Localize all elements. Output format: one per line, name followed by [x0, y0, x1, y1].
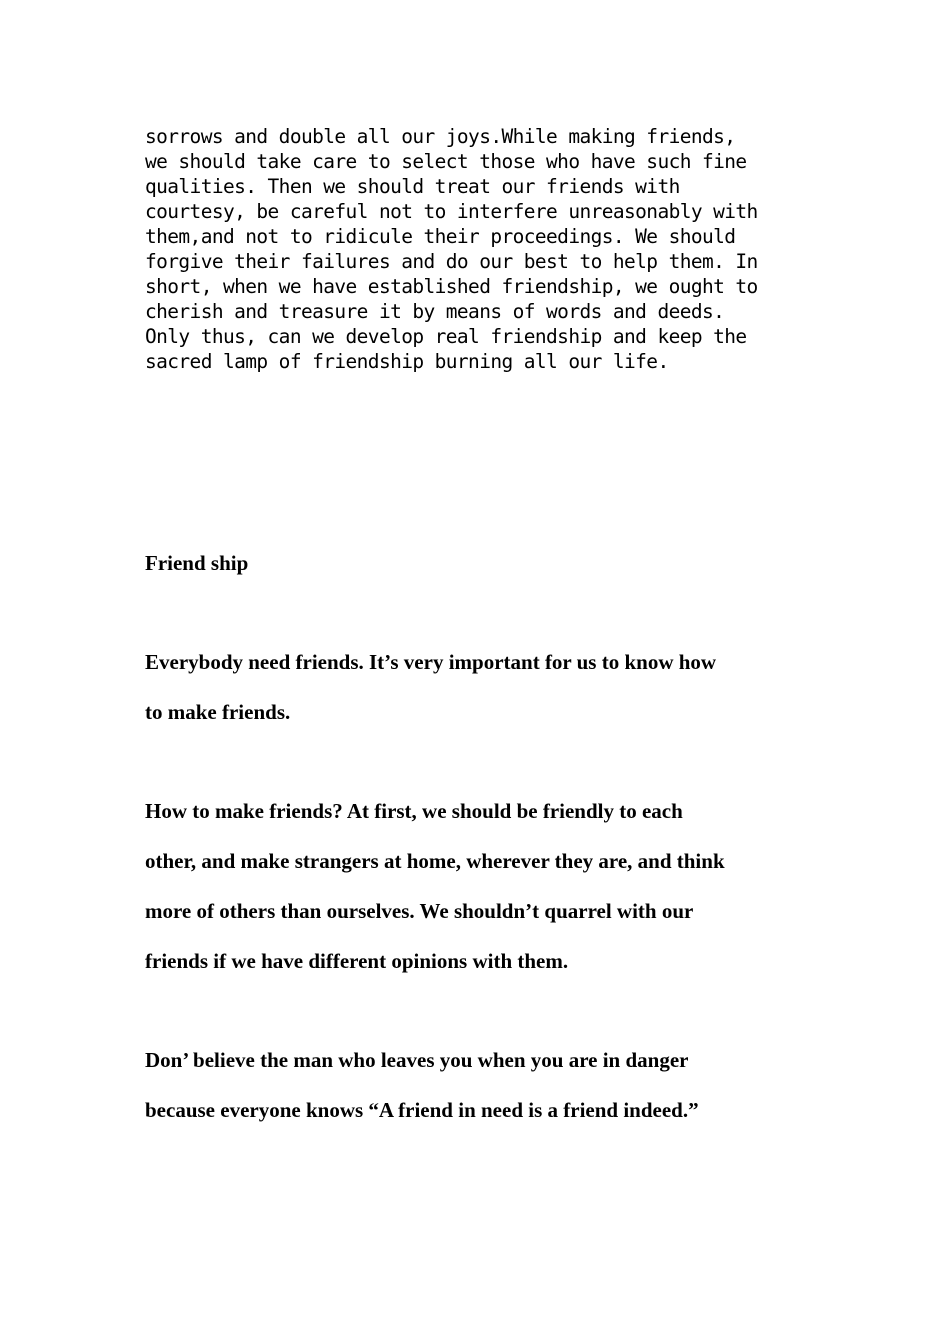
text-line: them,and not to ridicule their proceedings. We should — [145, 225, 736, 248]
text-line: more of others than ourselves. We shouldn’t quarrel with our — [145, 899, 694, 923]
essay-title: Friend ship — [145, 551, 249, 575]
text-line: short, when we have established friendship, we ought to — [145, 275, 758, 298]
text-line: sacred lamp of friendship burning all our life. — [145, 350, 669, 373]
essay-paragraph-intro — [145, 637, 716, 737]
essay-paragraph-conclusion — [145, 1035, 699, 1135]
text-line: qualities. Then we should treat our friends with — [145, 175, 680, 198]
text-line: we should take care to select those who have such fine — [145, 150, 747, 173]
text-line: Only thus, can we develop real friendship and keep the — [145, 325, 747, 348]
essay-paragraph-how — [145, 786, 725, 986]
text-line: other, and make strangers at home, wherever they are, and think — [145, 849, 725, 873]
text-line: Everybody need friends. It’s very important for us to know how — [145, 650, 717, 674]
text-line: sorrows and double all our joys.While making friends, — [145, 125, 736, 148]
continuation-paragraph — [145, 124, 825, 374]
text-line: How to make friends? At first, we should be friendly to each — [145, 799, 683, 823]
text-line: Don’ believe the man who leaves you when you are in danger — [145, 1048, 689, 1072]
text-line: friends if we have different opinions with them. — [145, 949, 569, 973]
text-line: because everyone knows “A friend in need is a friend indeed.” — [145, 1098, 699, 1122]
text-line: courtesy, be careful not to interfere unreasonably with — [145, 200, 758, 223]
text-line: forgive their failures and do our best to help them. In — [145, 250, 758, 273]
text-line: to make friends. — [145, 700, 291, 724]
text-line: cherish and treasure it by means of words and deeds. — [145, 300, 725, 323]
